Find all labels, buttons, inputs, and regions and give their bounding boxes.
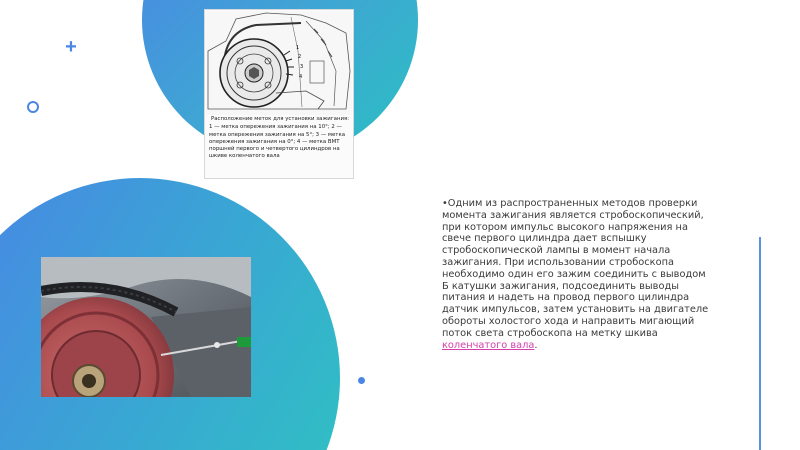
- mark-label: 4: [299, 74, 303, 80]
- paragraph-tail: .: [534, 339, 538, 351]
- paragraph-text: Одним из распространенных методов проверки момента зажигания является стробоскопический, при котором импульс высокого напряжения на свече первого цилиндра дает вспышку стробоскопической лампы в момент начала зажигания. При использовании стробоскопа необходимо один его зажим соединить с выводом Б катушки зажигания, подсоединить выводы питания и надеть на провод первого цилиндра датчик импульсов, затем установить на двигателе обороты холостого хода и направить мигающий поток света стробоскопа на метку шкива: [442, 198, 709, 339]
- caption-body: 1 — метка опережения зажигания на 10°; 2 — метка опережения зажигания на 5°; 3 — метка опережения зажигания на 0°; 4 — метка ВМТ поршней первого и четвертого цилиндров на шкиве коленчатого вала: [209, 124, 346, 160]
- mark-label: 3: [300, 64, 304, 70]
- figure-caption: [209, 116, 351, 161]
- plus-icon: +: [65, 36, 77, 58]
- crankshaft-pulley-photo: [41, 257, 251, 397]
- caption-title: Расположение меток для установки зажигания:: [210, 116, 350, 122]
- vertical-divider: [759, 237, 761, 450]
- bullet: •: [442, 198, 448, 209]
- mark-label: 2: [298, 54, 302, 60]
- mark-label: 1: [296, 45, 300, 51]
- photo-drawing: [41, 257, 251, 397]
- dot-icon: [358, 377, 365, 384]
- crankshaft-link[interactable]: коленчатого вала: [442, 339, 535, 351]
- timing-diagram-drawing: [206, 11, 352, 115]
- timing-marks-diagram: [204, 9, 354, 179]
- circle-outline-icon: [27, 101, 39, 113]
- body-paragraph: [442, 198, 710, 351]
